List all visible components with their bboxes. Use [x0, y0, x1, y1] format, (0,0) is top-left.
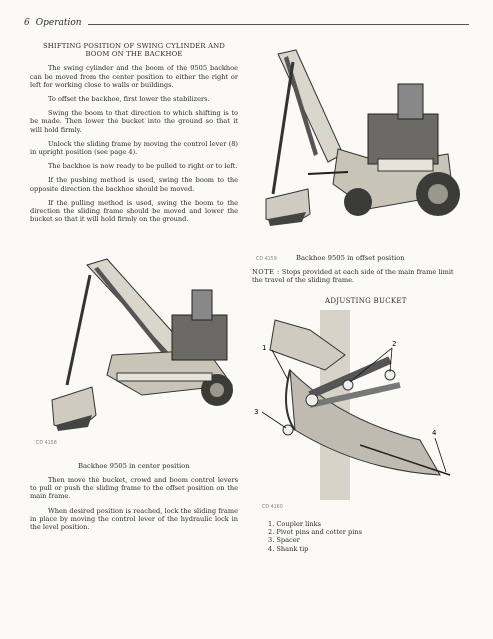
- adjusting-title: ADJUSTING BUCKET: [325, 297, 407, 305]
- callout-2: 2: [392, 340, 397, 348]
- legend-item: 2. Pivot pins and cotter pins: [268, 528, 362, 537]
- header-rule: [88, 24, 469, 25]
- section-name: Operation: [35, 18, 82, 28]
- note-lead: NOTE :: [252, 268, 280, 276]
- legend-item: 3. Spacer: [268, 536, 300, 545]
- paragraph: If the pulling method is used, swing the boom to the direction the sliding frame should be moved and lower the bucket so that it will hold firmly on the ground.: [30, 198, 238, 224]
- note: [252, 268, 464, 284]
- page-header: [24, 14, 469, 28]
- page-number: 6: [24, 18, 30, 28]
- figure-caption: Backhoe 9505 in offset position: [296, 254, 405, 262]
- paragraph: To offset the backhoe, first lower the stabilizers.: [48, 95, 210, 104]
- figure-code: CD 4160: [262, 505, 283, 510]
- bucket-adjust-photo: [250, 310, 475, 500]
- figure-code: CD 4158: [36, 441, 57, 446]
- legend-item: 4. Shank tip: [268, 544, 309, 553]
- paragraph: Unlock the sliding frame by moving the control lever (8) in upright position (see page 4).: [30, 139, 238, 157]
- paragraph: Then move the bucket, crowd and boom control levers to pull or push the sliding frame to the offset position on the main frame.: [30, 476, 238, 501]
- lower-left-text: [30, 476, 238, 537]
- callout-3: 3: [254, 408, 259, 416]
- paragraph: When desired position is reached, lock the sliding frame in place by moving the control lever of the hydraulic lock in the level position.: [30, 506, 238, 532]
- paragraph: The swing cylinder and the boom of the 9505 backhoe can be moved from the center position to either the right or left for working close to walls or buildings.: [30, 64, 238, 89]
- backhoe-center-photo: [32, 255, 242, 440]
- left-column: [30, 42, 238, 229]
- section-title: SHIFTING POSITION OF SWING CYLINDER AND BOOM ON THE BACKHOE: [42, 42, 226, 59]
- figure-code: CD 4159: [256, 257, 277, 262]
- note-text: Stops provided at each side of the main frame limit the travel of the sliding frame.: [252, 268, 454, 285]
- callout-4: 4: [432, 429, 437, 437]
- callout-1: 1: [262, 344, 267, 352]
- paragraph: If the pushing method is used, swing the boom to the opposite direction the backhoe should be moved.: [30, 176, 238, 193]
- paragraph: The backhoe is now ready to be pulled to right or to left.: [48, 162, 238, 171]
- legend-item: 1. Coupler links: [268, 520, 321, 528]
- paragraph: Swing the boom to that direction to which shifting is to be made. Then lower the bucket into the ground so that it will hold firmly.: [30, 109, 238, 134]
- parts-legend: [268, 520, 362, 553]
- figure-caption: Backhoe 9505 in center position: [78, 462, 190, 470]
- backhoe-offset-photo: [248, 44, 468, 254]
